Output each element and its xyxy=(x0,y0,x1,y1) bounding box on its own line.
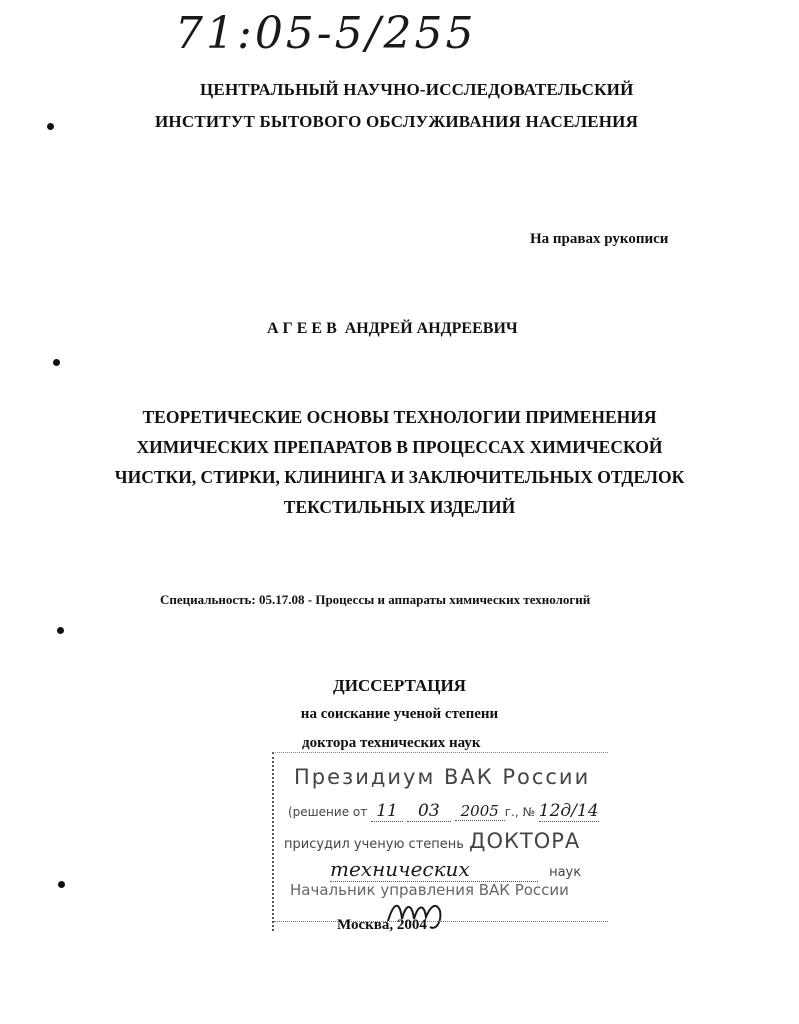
institute-name-line-2: ИНСТИТУТ БЫТОВОГО ОБСЛУЖИВАНИЯ НАСЕЛЕНИЯ xyxy=(155,112,639,131)
vak-approval-stamp xyxy=(272,752,608,931)
stamp-decision-number: 12д/14 xyxy=(538,801,599,821)
stamp-year: 2005 xyxy=(455,802,505,821)
stamp-decision-prefix: (решение от xyxy=(288,805,368,819)
dissertation-label: ДИССЕРТАЦИЯ xyxy=(333,676,466,695)
stamp-science-suffix: наук xyxy=(549,865,582,880)
stamp-day: 11 xyxy=(371,801,403,822)
specialty-line: Специальность: 05.17.08 - Процессы и аппараты химических технологий xyxy=(160,592,591,607)
author-name: А Г Е Е В АНДРЕЙ АНДРЕЕВИЧ xyxy=(267,320,518,337)
stamp-signature-rule xyxy=(274,921,608,922)
stamp-decision-line xyxy=(288,801,599,822)
stamp-month: 03 xyxy=(407,801,451,822)
handwritten-catalog-number: 71:05-5/255 xyxy=(175,8,477,59)
title-line: ЧИСТКИ, СТИРКИ, КЛИНИНГА И ЗАКЛЮЧИТЕЛЬНЫХ ОТДЕЛОК xyxy=(114,467,685,487)
degree-purpose: на соискание ученой степени xyxy=(300,706,499,722)
stamp-science-handwritten: технических xyxy=(330,857,538,882)
margin-bullet xyxy=(53,359,60,366)
stamp-header: Президиум ВАК России xyxy=(294,765,591,789)
place-and-year: Москва, 2004 xyxy=(337,917,427,933)
stamp-head-title: Начальник управления ВАК России xyxy=(290,881,569,899)
margin-bullet xyxy=(57,627,64,634)
stamp-science-line xyxy=(330,857,581,882)
degree-name: доктора технических наук xyxy=(302,735,481,751)
title-line: ТЕОРЕТИЧЕСКИЕ ОСНОВЫ ТЕХНОЛОГИИ ПРИМЕНЕНИЯ xyxy=(142,407,657,427)
margin-bullet xyxy=(58,881,65,888)
dissertation-title xyxy=(0,402,799,522)
stamp-award-line xyxy=(284,829,580,853)
margin-bullet xyxy=(47,123,54,130)
stamp-degree-word: ДОКТОРА xyxy=(469,829,581,853)
stamp-awarded-text: присудил ученую степень xyxy=(284,837,464,852)
stamp-year-suffix: г., № xyxy=(504,805,535,819)
title-line: ХИМИЧЕСКИХ ПРЕПАРАТОВ В ПРОЦЕССАХ ХИМИЧЕСКОЙ xyxy=(136,437,663,457)
institute-name-line-1: ЦЕНТРАЛЬНЫЙ НАУЧНО-ИССЛЕДОВАТЕЛЬСКИЙ xyxy=(200,80,634,99)
manuscript-rights-note: На правах рукописи xyxy=(530,231,669,247)
title-line: ТЕКСТИЛЬНЫХ ИЗДЕЛИЙ xyxy=(283,497,516,517)
